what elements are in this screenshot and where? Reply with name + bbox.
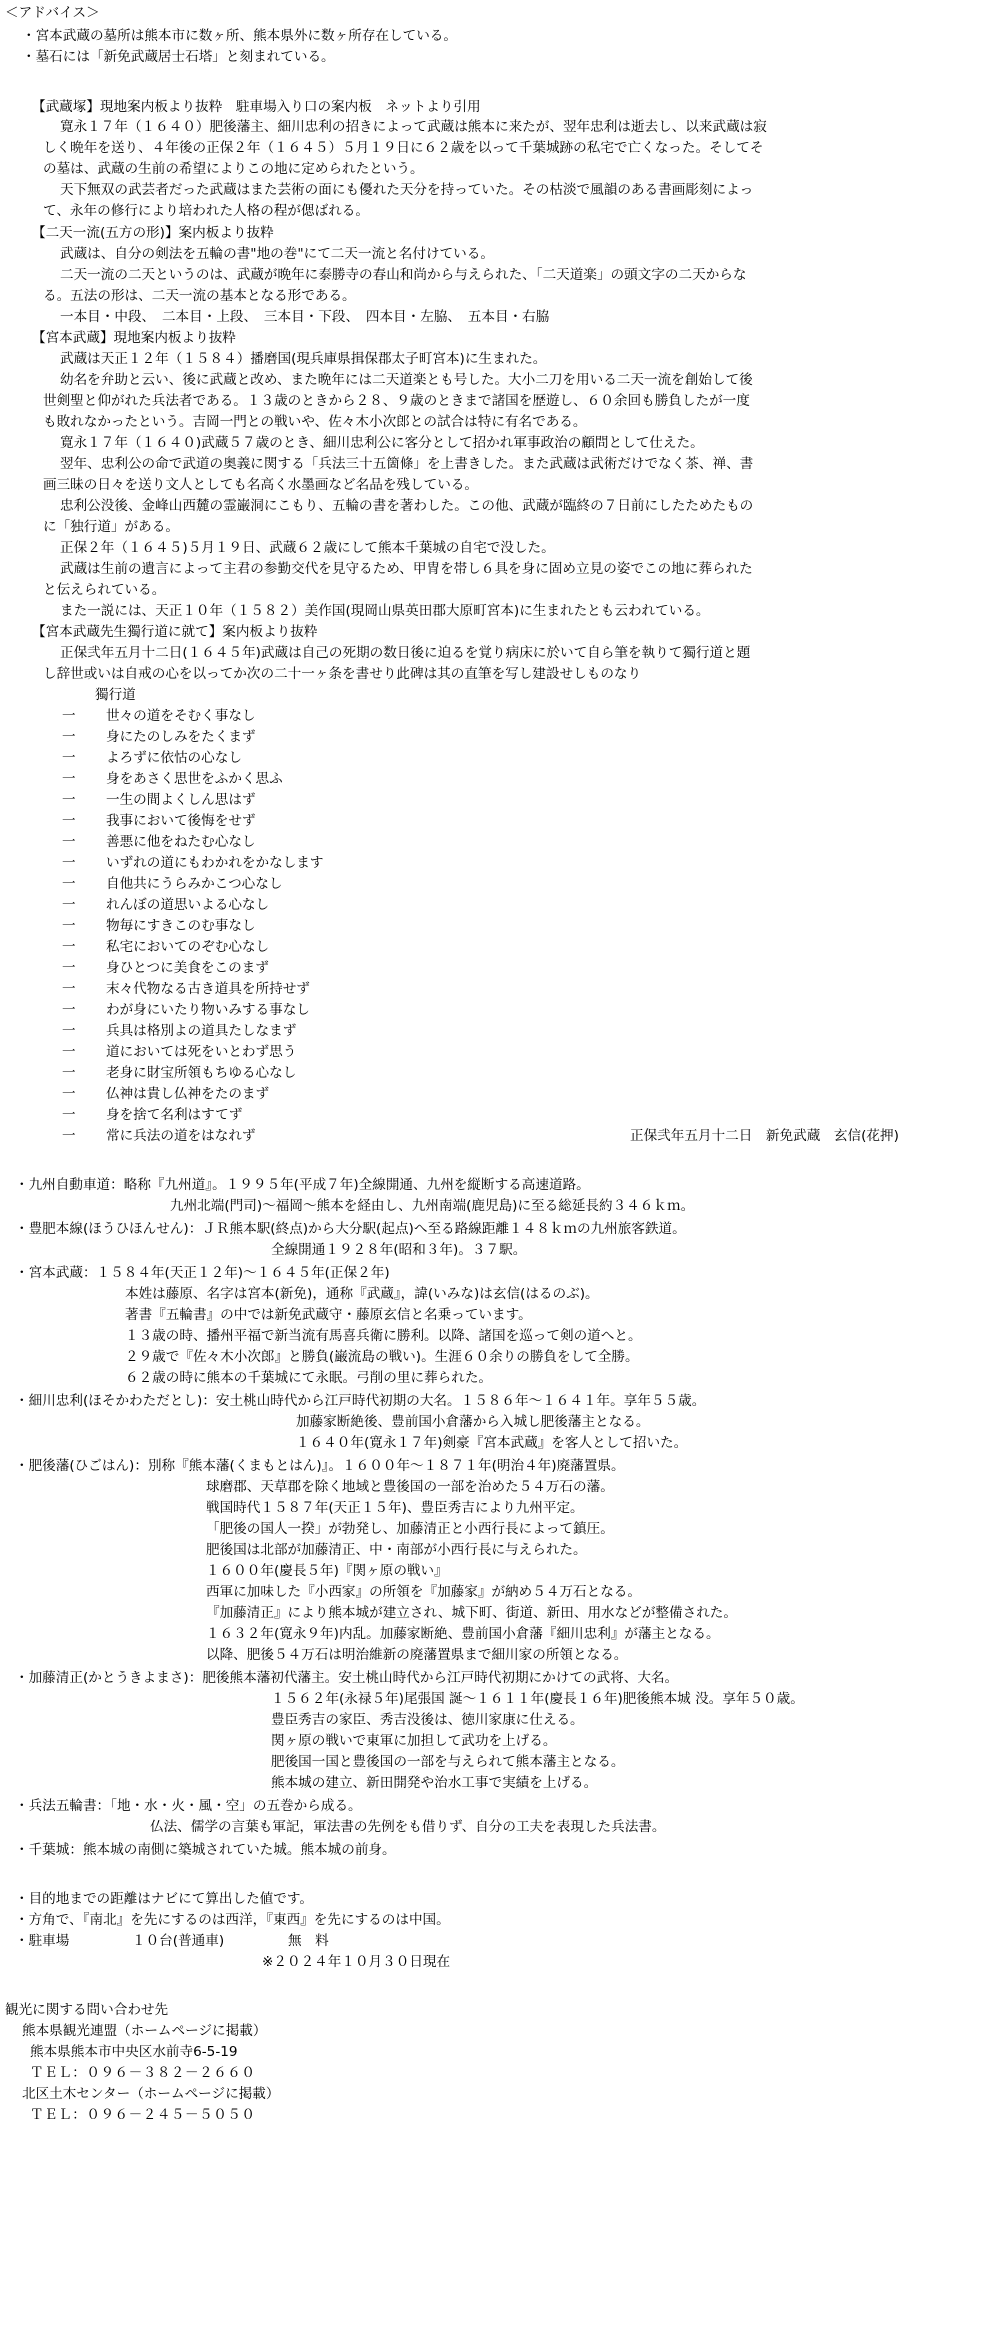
note-line: 関ヶ原の戦いで東軍に加担して武功を上げる。 bbox=[271, 1733, 557, 1749]
note-line: １６００年(慶長５年)『関ヶ原の戦い』 bbox=[206, 1563, 448, 1579]
body-line: 正保弐年五月十二日(１６４５年)武蔵は自己の死期の数日後に迫るを覚り病床に於いて自ら筆を執りて獨行道と題 bbox=[60, 645, 751, 661]
note-line: 著書『五輪書』の中では新免武蔵守・藤原玄信と名乗っています。 bbox=[125, 1307, 532, 1323]
precept-item: よろずに依怙の心なし bbox=[106, 750, 242, 766]
precept-item: 仏神は貴し仏神をたのまず bbox=[106, 1086, 270, 1102]
body-line: も敗れなかったという。吉岡一門との戦いや、佐々木小次郎との試合は特に有名である。 bbox=[43, 414, 587, 430]
precept-item: 兵具は格別よの道具たしなまず bbox=[106, 1023, 297, 1039]
note-line: ６２歳の時に熊本の千葉城にて永眠。弓削の里に葬られた。 bbox=[125, 1370, 493, 1386]
precept-mark: 一 bbox=[62, 1065, 76, 1081]
intro-line: ・墓石には「新免武蔵居士石塔」と刻まれている。 bbox=[22, 49, 335, 65]
precept-item: 末々代物なる古き道具を所持せず bbox=[106, 981, 310, 997]
section-heading-nitenichiryu: 【二天一流(五方の形)】案内板より抜粋 bbox=[32, 225, 274, 241]
precept-item: 一生の間よくしん思はず bbox=[106, 792, 256, 808]
body-line: 画三昧の日々を送り文人としても名高く水墨画など名品を残している。 bbox=[43, 477, 478, 493]
precept-item: 世々の道をそむく事なし bbox=[106, 708, 256, 724]
section-heading-busyuzuka: 【武蔵塚】現地案内板より抜粋 駐車場入り口の案内板 ネットより引用 bbox=[32, 99, 481, 115]
note-hosokawa: ・細川忠利(ほそかわただとし)：安土桃山時代から江戸時代初期の大名。１５８６年～１６４１年。享年５５歳。 bbox=[15, 1393, 706, 1409]
body-line: しく晩年を送り、４年後の正保２年（１６４５）５月１９日に６２歳を以って千葉城跡の私宅で亡くなった。そしてそ bbox=[43, 140, 764, 156]
body-line: 寛永１７年（１６４０)武蔵５７歳のとき、細川忠利公に客分として招かれ軍事政治の顧問として仕えた。 bbox=[60, 435, 704, 451]
footer-note: ・目的地までの距離はナビにて算出した値です。 bbox=[15, 1891, 313, 1907]
precept-mark: 一 bbox=[62, 1023, 76, 1039]
note-line: 「肥後の国人一揆」が勃発し、加藤清正と小西行長によって鎮圧。 bbox=[206, 1521, 614, 1537]
body-line: 武蔵は天正１２年（１５８４）播磨国(現兵庫県揖保郡太子町宮本)に生まれた。 bbox=[60, 351, 547, 367]
note-line: 球磨郡、天草郡を除く地域と豊後国の一部を治めた５４万石の藩。 bbox=[206, 1479, 614, 1495]
note-line: 肥後国一国と豊後国の一部を与えられて熊本藩主となる。 bbox=[271, 1754, 625, 1770]
body-line: 天下無双の武芸者だった武蔵はまた芸術の面にも優れた天分を持っていた。その枯淡で風韻のある書画彫刻によっ bbox=[60, 182, 754, 198]
section-heading-dokkodo: 【宮本武蔵先生獨行道に就て】案内板より抜粋 bbox=[32, 624, 318, 640]
precept-mark: 一 bbox=[62, 876, 76, 892]
note-higo: ・肥後藩(ひごはん)：別称『熊本藩(くまもとはん)』。１６００年～１８７１年(明治４年)廃藩置県。 bbox=[15, 1458, 625, 1474]
body-line: し辞世或いは自戒の心を以ってか次の二十一ヶ条を書せり此碑は其の直筆を写し建設せしものなり bbox=[43, 666, 642, 682]
precept-mark: 一 bbox=[62, 771, 76, 787]
contact-heading: 観光に関する問い合わせ先 bbox=[5, 2002, 169, 2018]
precept-item: 善悪に他をねたむ心なし bbox=[106, 834, 256, 850]
note-line: 肥後国は北部が加藤清正、中・南部が小西行長に与えられた。 bbox=[206, 1542, 587, 1558]
precept-item: 身を捨て名利はすてず bbox=[106, 1107, 243, 1123]
precept-item: 老身に財宝所領もちゆる心なし bbox=[106, 1065, 297, 1081]
body-line: の墓は、武蔵の生前の希望によりこの地に定められたという。 bbox=[43, 161, 424, 177]
precept-mark: 一 bbox=[62, 1002, 76, 1018]
precept-mark: 一 bbox=[62, 960, 76, 976]
precept-mark: 一 bbox=[62, 729, 76, 745]
note-line: １３歳の時、播州平福で新当流有馬喜兵衛に勝利。以降、諸国を巡って剣の道へと。 bbox=[125, 1328, 642, 1344]
intro-line: ・宮本武蔵の墓所は熊本市に数ヶ所、熊本県外に数ヶ所存在している。 bbox=[22, 28, 457, 44]
precept-mark: 一 bbox=[62, 813, 76, 829]
body-line: る。五法の形は、二天一流の基本となる形である。 bbox=[43, 288, 356, 304]
contact-org: 熊本県観光連盟（ホームページに掲載） bbox=[22, 2023, 267, 2039]
precept-mark: 一 bbox=[62, 792, 76, 808]
precept-item: 物毎にすきこのむ事なし bbox=[106, 918, 256, 934]
contact-address: 熊本県熊本市中央区水前寺6-5-19 bbox=[30, 2044, 238, 2060]
note-line: 加藤家断絶後、豊前国小倉藩から入城し肥後藩主となる。 bbox=[296, 1414, 650, 1430]
note-kyushu-expressway: ・九州自動車道：略称『九州道』。１９９５年(平成７年)全線開通、九州を縦断する高速道路。 bbox=[15, 1177, 590, 1193]
precept-item: わが身にいたり物いみする事なし bbox=[106, 1002, 310, 1018]
precept-item: 私宅においてのぞむ心なし bbox=[106, 939, 270, 955]
precept-mark: 一 bbox=[62, 1086, 76, 1102]
parking-label: ・駐車場 bbox=[15, 1933, 70, 1949]
precept-mark: 一 bbox=[62, 918, 76, 934]
precept-item: 我事において後悔をせず bbox=[106, 813, 256, 829]
note-line: １６４０年(寛永１７年)剣豪『宮本武蔵』を客人として招いた。 bbox=[296, 1435, 688, 1451]
body-line: 幼名を弁助と云い、後に武蔵と改め、また晩年には二天道楽とも号した。大小二刀を用いる二天一流を創始して後 bbox=[60, 372, 753, 388]
note-kato: ・加藤清正(かとうきよまさ)：肥後熊本藩初代藩主。安土桃山時代から江戸時代初期にかけての武将、大名。 bbox=[15, 1670, 679, 1686]
contact-tel: ＴＥＬ：０９６－３８２－２６６０ bbox=[30, 2065, 256, 2081]
precept-item: 自他共にうらみかこつ心なし bbox=[106, 876, 283, 892]
precept-mark: 一 bbox=[62, 897, 76, 913]
precept-mark: 一 bbox=[62, 834, 76, 850]
precept-mark: 一 bbox=[62, 1107, 76, 1123]
as-of-date: ※２０２４年１０月３０日現在 bbox=[262, 1954, 451, 1970]
note-line: １６３２年(寛永９年)内乱。加藤家断絶、豊前国小倉藩『細川忠利』が藩主となる。 bbox=[206, 1626, 720, 1642]
body-line: て、永年の修行により培われた人格の程が偲ばれる。 bbox=[43, 203, 369, 219]
section-heading-miyamoto: 【宮本武蔵】現地案内板より抜粋 bbox=[32, 330, 236, 346]
note-hohi-line: ・豊肥本線(ほうひほんせん)：ＪＲ熊本駅(終点)から大分駅(起点)へ至る路線距離１４８ｋｍの九州旅客鉄道。 bbox=[15, 1221, 686, 1237]
body-line: 正保２年（１６４５)５月１９日、武蔵６２歳にして熊本千葉城の自宅で没した。 bbox=[60, 540, 555, 556]
note-line: 豊臣秀吉の家臣、秀吉没後は、徳川家康に仕える。 bbox=[271, 1712, 584, 1728]
parking-count: １０台(普通車) bbox=[132, 1933, 225, 1949]
body-line: 寛永１７年（１６４０）肥後藩主、細川忠利の招きによって武蔵は熊本に来たが、翌年忠利は逝去し、以来武蔵は寂 bbox=[60, 119, 767, 135]
contact-tel: ＴＥＬ：０９６－２４５－５０５０ bbox=[30, 2107, 256, 2123]
body-line: 二天一流の二天というのは、武蔵が晩年に泰勝寺の春山和尚から与えられた、「二天道楽」の頭文字の二天からな bbox=[60, 267, 747, 283]
body-line: 世剣聖と仰がれた兵法者である。１３歳のときから２８、９歳のときまで諸国を歴遊し、６０余回も勝負したが一度 bbox=[43, 393, 750, 409]
body-line: に「独行道」がある。 bbox=[43, 519, 179, 535]
precept-item: 道においては死をいとわず思う bbox=[106, 1044, 297, 1060]
page-title: ＜アドバイス＞ bbox=[5, 5, 100, 21]
note-line: 九州北端(門司)～福岡～熊本を経由し、九州南端(鹿児島)に至る総延長約３４６ｋｍ。 bbox=[170, 1198, 695, 1214]
dokkodo-signature: 正保弐年五月十二日 新免武蔵 玄信(花押) bbox=[630, 1128, 899, 1144]
precept-mark: 一 bbox=[62, 981, 76, 997]
precept-item: れんぼの道思いよる心なし bbox=[106, 897, 270, 913]
precept-item: 身にたのしみをたくまず bbox=[106, 729, 256, 745]
body-line: 忠利公没後、金峰山西麓の霊巌洞にこもり、五輪の書を著わした。この他、武蔵が臨終の７日前にしたためたもの bbox=[60, 498, 754, 514]
precept-mark: 一 bbox=[62, 708, 76, 724]
body-line: 武蔵は生前の遺言によって主君の参勤交代を見守るため、甲冑を帯し６具を身に固め立見の姿でこの地に葬られた bbox=[60, 561, 753, 577]
precept-item: いずれの道にもわかれをかなします bbox=[106, 855, 324, 871]
precept-mark: 一 bbox=[62, 939, 76, 955]
note-line: １５６２年(永禄５年)尾張国 誕～１６１１年(慶長１６年)肥後熊本城 没。享年５０歳。 bbox=[271, 1691, 804, 1707]
note-line: 西軍に加味した『小西家』の所領を『加藤家』が納め５４万石となる。 bbox=[206, 1584, 641, 1600]
body-line: 翌年、忠利公の命で武道の奥義に関する「兵法三十五箇條」を上書きした。また武蔵は武術だけでなく茶、禅、書 bbox=[60, 456, 754, 472]
precept-item: 身をあさく思世をふかく思ふ bbox=[106, 771, 283, 787]
precept-mark: 一 bbox=[62, 1128, 76, 1144]
note-line: 以降、肥後５４万石は明治維新の廃藩置県まで細川家の所領となる。 bbox=[206, 1647, 628, 1663]
body-line: また一説には、天正１０年（１５８２）美作国(現岡山県英田郡大原町宮本)に生まれたとも云われている。 bbox=[60, 603, 710, 619]
note-line: ２９歳で『佐々木小次郎』と勝負(巌流島の戦い)。生涯６０余りの勝負をして全勝。 bbox=[125, 1349, 639, 1365]
precept-mark: 一 bbox=[62, 855, 76, 871]
body-line: と伝えられている。 bbox=[43, 582, 166, 598]
precept-mark: 一 bbox=[62, 750, 76, 766]
note-musashi: ・宮本武蔵：１５８４年(天正１２年)～１６４５年(正保２年) bbox=[15, 1265, 390, 1281]
parking-fee: 無 料 bbox=[288, 1933, 329, 1949]
note-line: 『加藤清正』により熊本城が建立され、城下町、街道、新田、用水などが整備された。 bbox=[206, 1605, 737, 1621]
note-line: 本姓は藤原、名字は宮本(新免)，通称『武蔵』，諱(いみな)は玄信(はるのぶ)。 bbox=[125, 1286, 599, 1302]
note-heiho: ・兵法五輪書：「地・水・火・風・空」の五巻から成る。 bbox=[15, 1798, 362, 1814]
body-line: 武蔵は、自分の剣法を五輪の書"地の巻"にて二天一流と名付けている。 bbox=[60, 246, 494, 262]
precept-item: 常に兵法の道をはなれず bbox=[106, 1128, 256, 1144]
precept-mark: 一 bbox=[62, 1044, 76, 1060]
note-chiba: ・千葉城：熊本城の南側に築城されていた城。熊本城の前身。 bbox=[15, 1842, 396, 1858]
precept-item: 身ひとつに美食をこのまず bbox=[106, 960, 269, 976]
note-line: 戦国時代１５８７年(天正１５年)、豊臣秀吉により九州平定。 bbox=[206, 1500, 584, 1516]
footer-note: ・方角で、『南北』を先にするのは西洋，『東西』を先にするのは中国。 bbox=[15, 1912, 450, 1928]
dokkodo-title: 獨行道 bbox=[95, 687, 136, 703]
body-line: 一本目・中段、 二本目・上段、 三本目・下段、 四本目・左脇、 五本目・右脇 bbox=[60, 309, 550, 325]
note-line: 仏法、儒学の言葉も軍記，軍法書の先例をも借りず、自分の工夫を表現した兵法書。 bbox=[150, 1819, 666, 1835]
note-line: 全線開通１９２８年(昭和３年)。３７駅。 bbox=[271, 1242, 527, 1258]
contact-org: 北区土木センター（ホームページに掲載） bbox=[22, 2086, 280, 2102]
note-line: 熊本城の建立、新田開発や治水工事で実績を上げる。 bbox=[271, 1775, 598, 1791]
